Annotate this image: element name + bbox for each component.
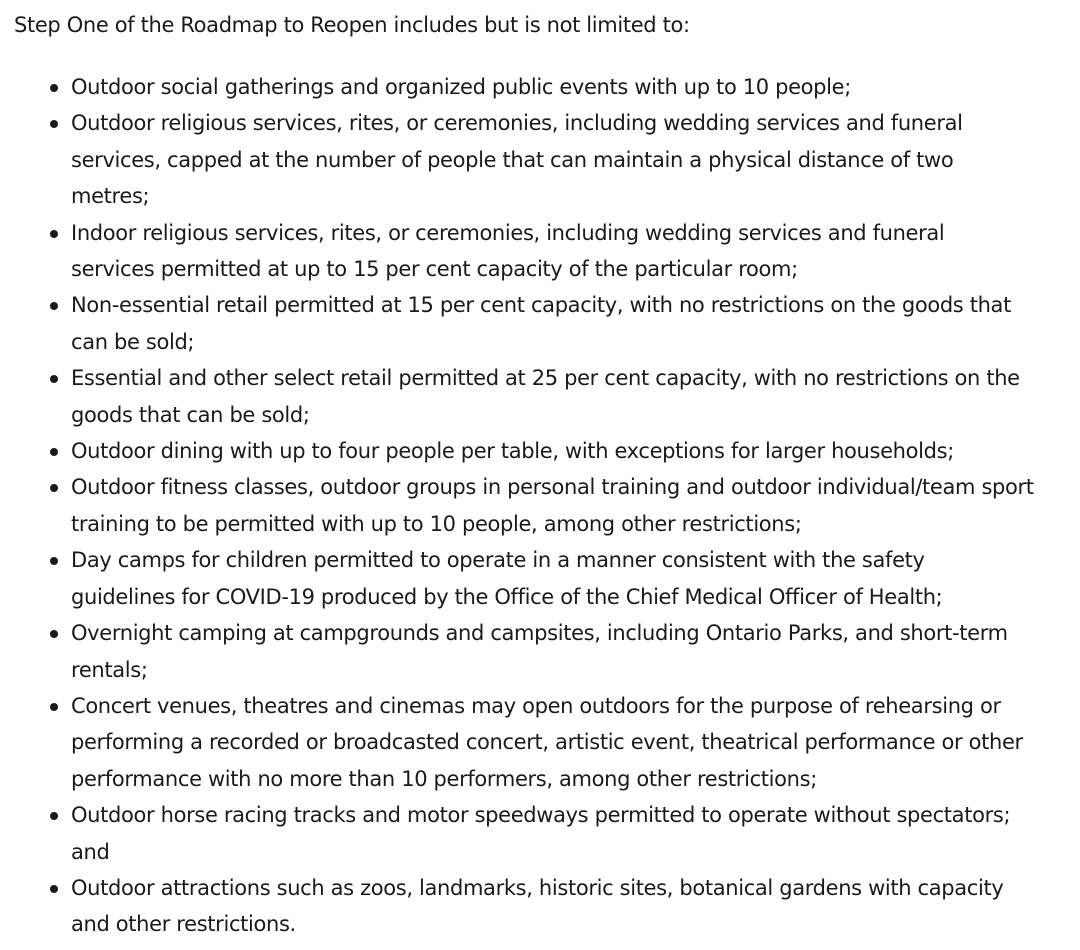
list-item-text: Day camps for children permitted to operate in a manner consistent with the safety guidelines for COVID-19 produced by the Office of the Chief Medical Officer of Health; (71, 548, 943, 609)
bullet-icon (50, 448, 58, 456)
list-item-text: Outdoor dining with up to four people per table, with exceptions for larger households; (71, 439, 954, 464)
list-item-text: Outdoor fitness classes, outdoor groups in personal training and outdoor individual/team sport training to be permitted with up to 10 people, among other restrictions; (71, 475, 1034, 536)
bullet-icon (50, 557, 58, 565)
bullet-icon (50, 375, 58, 383)
list-item (14, 870, 1034, 943)
list-item-text: Indoor religious services, rites, or ceremonies, including wedding services and funeral services permitted at up to 15 per cent capacity of the particular room; (71, 220, 945, 282)
list-item (14, 615, 1034, 688)
list-item (14, 469, 1034, 542)
bullet-icon (50, 484, 58, 492)
list-item-text: Outdoor social gatherings and organized public events with up to 10 people; (71, 75, 851, 99)
list-item (14, 797, 1034, 870)
list-item (14, 69, 1034, 105)
bullet-icon (50, 120, 58, 128)
bullet-icon (50, 703, 58, 711)
bullet-icon (50, 630, 58, 638)
intro-paragraph: Step One of the Roadmap to Reopen includes but is not limited to: (14, 13, 690, 37)
list-item (14, 542, 1034, 615)
list-item-text: Overnight camping at campgrounds and campsites, including Ontario Parks, and short-term rentals; (71, 621, 1008, 682)
list-item-text: Outdoor religious services, rites, or ceremonies, including wedding services and funeral services, capped at the number of people that can maintain a physical distance of two metres; (71, 111, 963, 209)
list-item (14, 105, 1034, 214)
bullet-icon (50, 812, 58, 820)
bullet-icon (50, 84, 58, 92)
list-item-text: Non-essential retail permitted at 15 per cent capacity, with no restrictions on the goods that can be sold; (71, 293, 1011, 354)
list-item-text: Concert venues, theatres and cinemas may open outdoors for the purpose of rehearsing or performing a recorded or broadcasted concert, artistic event, theatrical performance or other performance with no more than 10 performers, among other restrictions; (71, 693, 1023, 791)
list-item-text: Outdoor horse racing tracks and motor speedways permitted to operate without spectators; and (71, 803, 1011, 864)
list-item (14, 688, 1034, 797)
bullet-icon (50, 302, 58, 310)
list-item (14, 433, 1034, 469)
list-item-text: Essential and other select retail permitted at 25 per cent capacity, with no restrictions on the goods that can be sold; (71, 366, 1020, 427)
restrictions-list (14, 69, 1034, 943)
list-item-text: Outdoor attractions such as zoos, landmarks, historic sites, botanical gardens with capacity and other restrictions. (71, 875, 1004, 937)
list-item (14, 215, 1034, 288)
bullet-icon (50, 885, 58, 893)
list-item (14, 360, 1034, 433)
list-item (14, 287, 1034, 360)
bullet-icon (50, 230, 58, 238)
